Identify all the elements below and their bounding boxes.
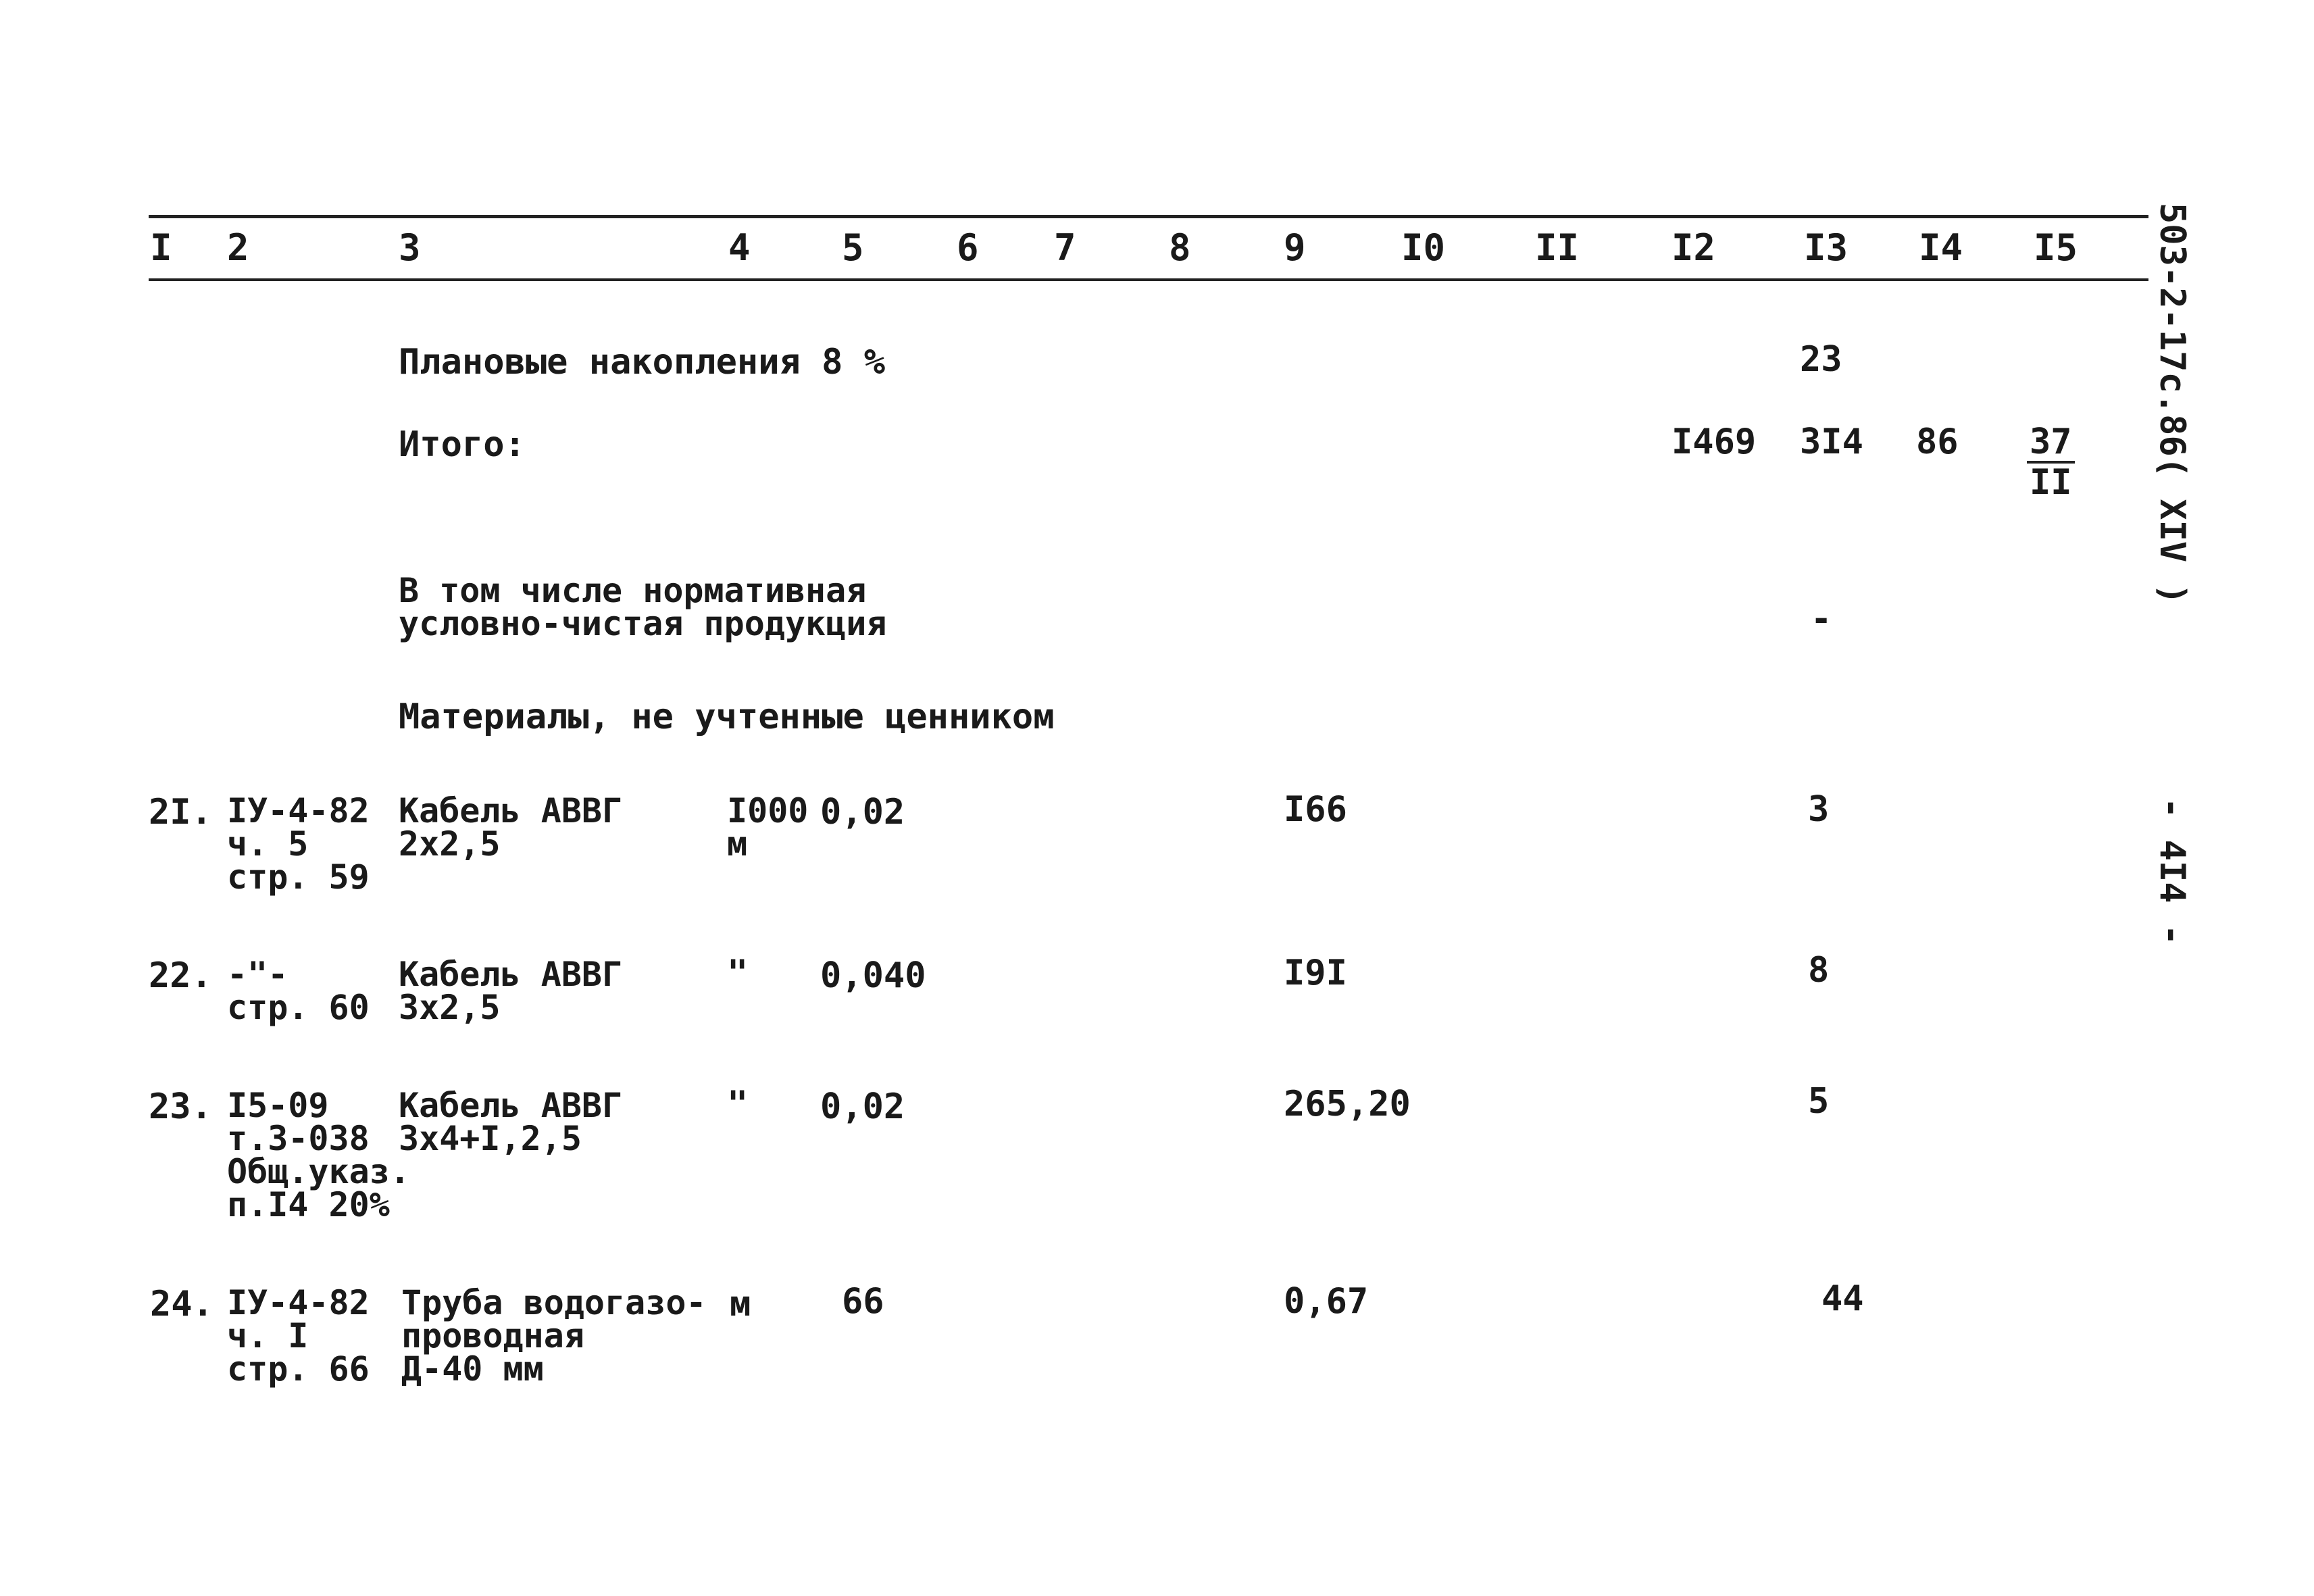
row-reference: IУ-4-82 ч. 5 стр. 59: [227, 791, 370, 897]
row-quantity: 0,040: [820, 955, 926, 996]
col-header-5: 5: [842, 226, 864, 269]
row-quantity: 0,02: [820, 792, 905, 832]
row-quantity: 0,02: [820, 1087, 905, 1127]
total-col15-denominator: II: [2030, 462, 2072, 503]
total-col15-numerator: 37: [2027, 423, 2075, 464]
col-header-3: 3: [399, 226, 421, 269]
row-price: I66: [1284, 789, 1347, 830]
total-col13: 3I4: [1800, 422, 1863, 462]
row-unit: I000 м: [727, 791, 809, 864]
total-label: Итого:: [399, 424, 526, 465]
row-number: 2I.: [149, 792, 212, 832]
plan-savings-label: Плановые накопления 8 %: [399, 342, 886, 382]
row-price: 0,67: [1284, 1281, 1369, 1322]
col-header-9: 9: [1284, 226, 1306, 269]
top-rule: [149, 215, 2148, 218]
col-header-11: II: [1535, 226, 1580, 269]
normative-product-col13: -: [1811, 599, 1832, 639]
document-code-label: 503-2-17c.86( XIV ): [2152, 203, 2192, 605]
col-header-8: 8: [1169, 226, 1191, 269]
row-reference: -"- стр. 60: [227, 955, 370, 1027]
plan-savings-col13: 23: [1800, 339, 1842, 380]
row-quantity: 66: [842, 1281, 884, 1322]
row-reference: IУ-4-82 ч. I стр. 66: [227, 1283, 370, 1389]
col-header-6: 6: [957, 226, 979, 269]
col-header-14: I4: [1919, 226, 1963, 269]
row-number: 23.: [149, 1087, 212, 1127]
row-number: 22.: [149, 955, 212, 996]
row-unit: ": [727, 1084, 749, 1124]
normative-product-label: В том числе нормативная условно-чистая продукция: [399, 571, 887, 643]
col-header-7: 7: [1054, 226, 1076, 269]
row-unit: ": [727, 953, 749, 993]
row-reference: I5-09 т.3-038 Общ.указ. п.I4 20%: [227, 1086, 410, 1224]
total-col12: I469: [1671, 422, 1757, 462]
header-bottom-rule: [149, 278, 2148, 281]
col-header-1: I: [150, 226, 172, 269]
row-col13: 44: [1821, 1278, 1864, 1319]
row-unit: м: [730, 1284, 751, 1324]
row-price: I9I: [1284, 953, 1347, 993]
row-col13: 3: [1808, 789, 1830, 830]
row-description: Кабель АВВГ 3х2,5: [399, 955, 623, 1027]
row-number: 24.: [150, 1284, 213, 1324]
total-col14: 86: [1916, 422, 1959, 462]
materials-heading: Материалы, не учтенные ценником: [399, 697, 1055, 737]
col-header-12: I2: [1671, 226, 1716, 269]
col-header-15: I5: [2034, 226, 2078, 269]
row-price: 265,20: [1284, 1084, 1411, 1124]
row-description: Кабель АВВГ 3х4+I,2,5: [399, 1086, 623, 1158]
page-number-label: - 4I4 -: [2152, 797, 2192, 946]
col-header-4: 4: [728, 226, 751, 269]
row-description: Кабель АВВГ 2х2,5: [399, 791, 623, 864]
row-col13: 8: [1808, 950, 1830, 991]
col-header-13: I3: [1804, 226, 1848, 269]
row-col13: 5: [1808, 1081, 1830, 1122]
row-description: Труба водогазо- проводная Д-40 мм: [401, 1283, 707, 1389]
total-col15-fraction: [2027, 423, 2075, 501]
col-header-2: 2: [227, 226, 249, 269]
col-header-10: I0: [1401, 226, 1446, 269]
